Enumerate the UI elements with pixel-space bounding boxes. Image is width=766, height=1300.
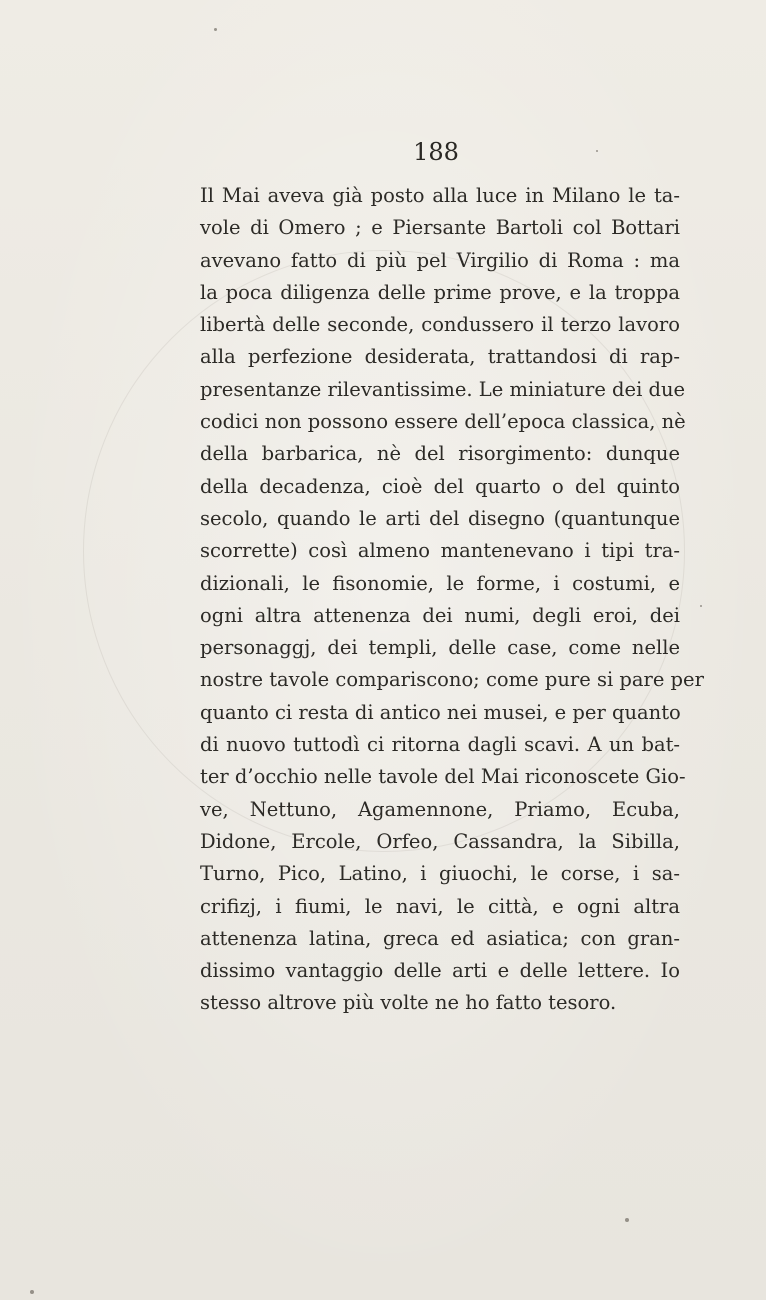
paper-speck — [30, 1290, 34, 1294]
paper-speck — [625, 1218, 629, 1222]
text-line: ogni altra attenenza dei numi, degli eroi, dei — [200, 603, 680, 627]
text-line: nostre tavole compariscono; come pure si pare per — [200, 668, 704, 692]
text-line-last: stesso altrove più volte ne ho fatto tesoro. — [200, 991, 617, 1015]
text-line: dissimo vantaggio delle arti e delle lettere. Io — [200, 959, 680, 983]
text-line: libertà delle seconde, condussero il terzo lavoro — [200, 313, 680, 337]
paper-speck — [700, 605, 702, 607]
text-line: vole di Omero ; e Piersante Bartoli col Bottari — [200, 216, 680, 240]
text-line: attenenza latina, greca ed asiatica; con gran- — [200, 926, 680, 950]
body-text — [200, 180, 704, 1020]
text-line: ve, Nettuno, Agamennone, Priamo, Ecuba, — [200, 797, 680, 821]
text-line: della barbarica, nè del risorgimento: dunque — [200, 442, 680, 466]
text-line: di nuovo tuttodì ci ritorna dagli scavi. A un bat- — [200, 733, 680, 757]
text-line: presentanze rilevantissime. Le miniature dei due — [200, 377, 686, 401]
text-line: avevano fatto di più pel Virgilio di Roma : ma — [200, 248, 680, 272]
text-line: Turno, Pico, Latino, i giuochi, le corse, i sa- — [200, 862, 680, 886]
text-line: codici non possono essere dell’epoca classica, nè — [200, 410, 686, 434]
text-line: Il Mai aveva già posto alla luce in Milano le ta- — [200, 184, 680, 207]
text-line: della decadenza, cioè del quarto o del quinto — [200, 474, 680, 498]
text-line: Didone, Ercole, Orfeo, Cassandra, la Sibilla, — [200, 829, 680, 853]
text-line: ter d’occhio nelle tavole del Mai riconoscete Gio- — [200, 765, 686, 789]
text-line: la poca diligenza delle prime prove, e la troppa — [200, 280, 680, 304]
text-line: personaggj, dei templi, delle case, come nelle — [200, 636, 680, 660]
paper-speck — [596, 150, 598, 152]
page-number: 188 — [413, 138, 459, 166]
text-line: quanto ci resta di antico nei musei, e per quanto — [200, 700, 681, 724]
text-line: scorrette) così almeno mantenevano i tipi tra- — [200, 539, 680, 563]
text-line: secolo, quando le arti del disegno (quantunque — [200, 506, 680, 530]
text-line: dizionali, le fisonomie, le forme, i costumi, e — [200, 571, 680, 595]
text-line: crifizj, i fiumi, le navi, le città, e ogni altra — [200, 894, 680, 918]
paper-speck — [214, 28, 217, 31]
text-line: alla perfezione desiderata, trattandosi di rap- — [200, 345, 680, 369]
